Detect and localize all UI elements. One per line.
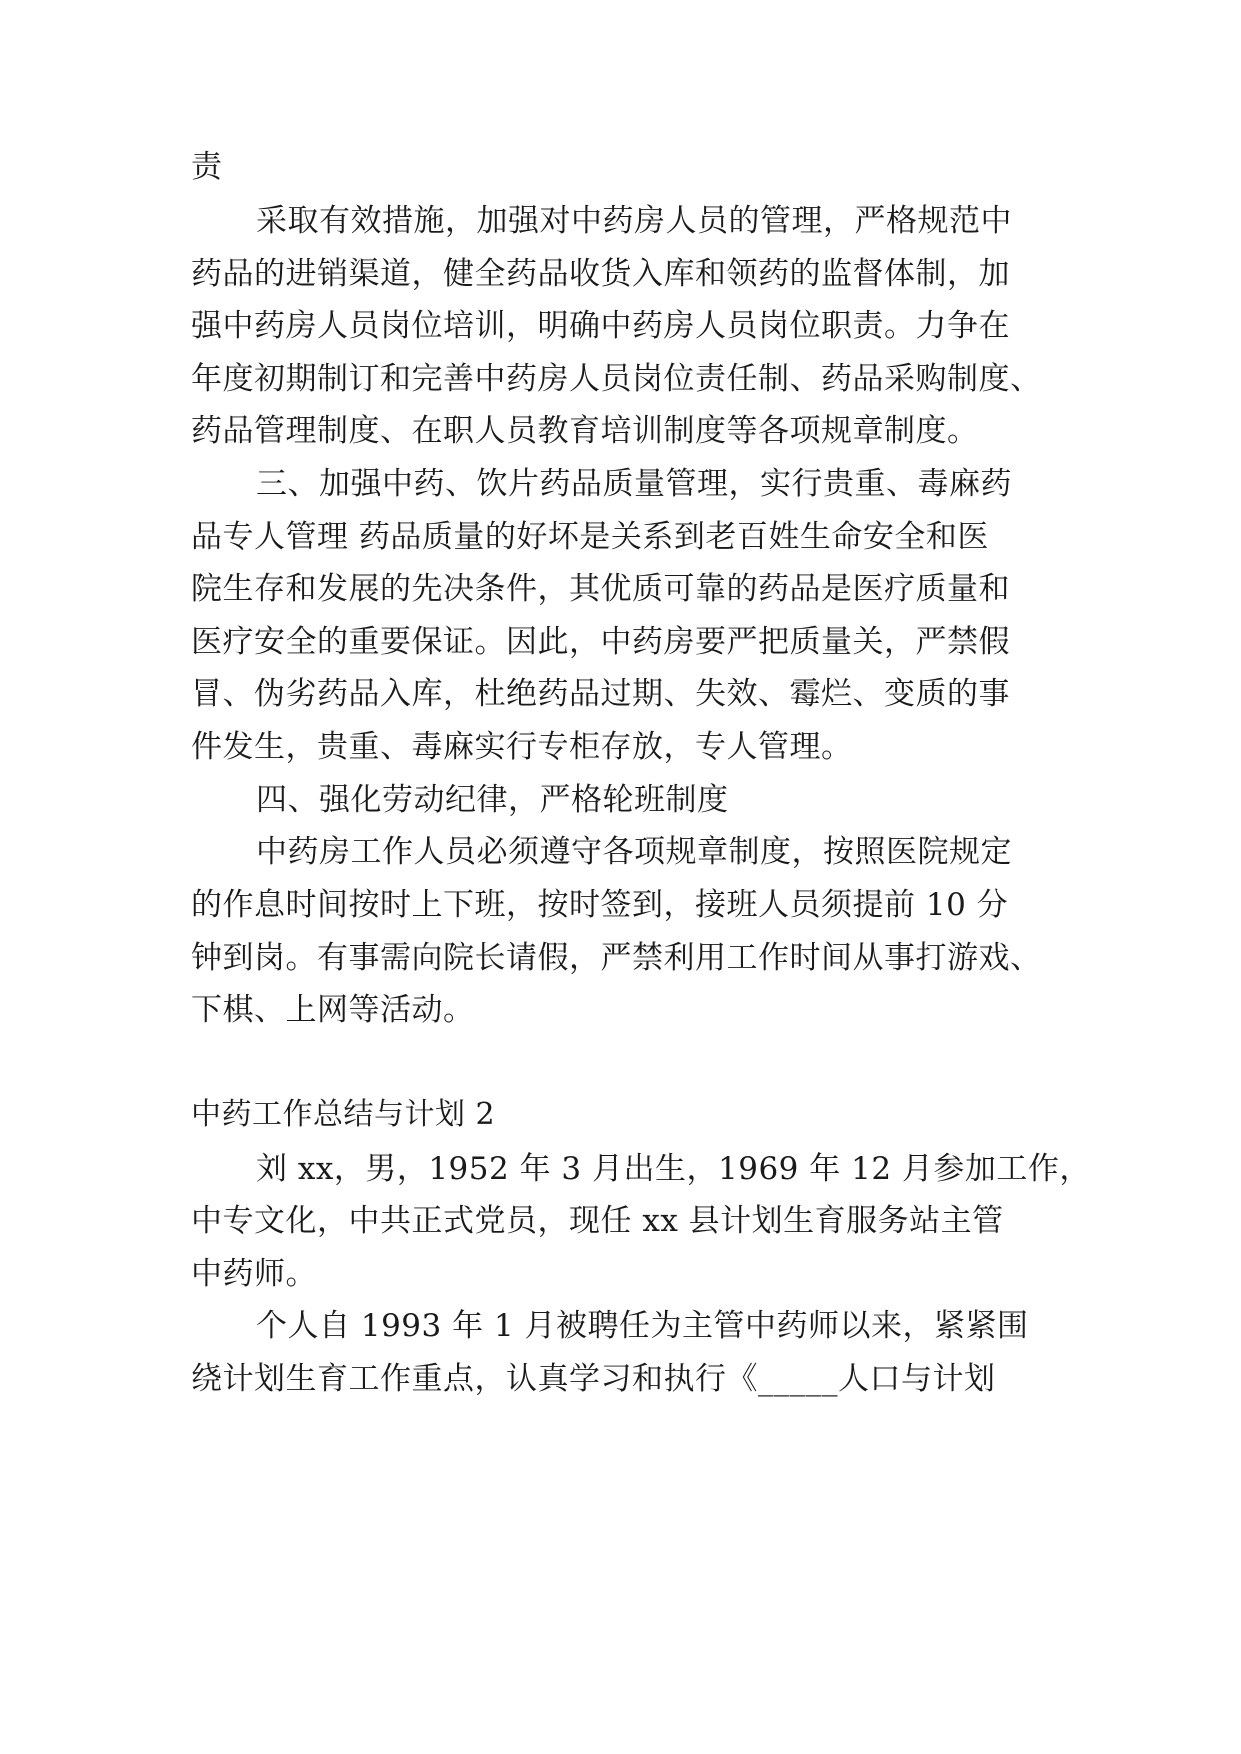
paragraph-line: 个人自 1993 年 1 月被聘任为主管中药师以来，紧紧围 xyxy=(256,1308,1029,1344)
paragraph-line: 中药师。 xyxy=(191,1256,317,1292)
paragraph-line: 冒、伪劣药品入库，杜绝药品过期、失效、霉烂、变质的事 xyxy=(191,676,1010,712)
paragraph-line: 强中药房人员岗位培训，明确中药房人员岗位职责。力争在 xyxy=(191,308,1010,344)
paragraph-line: 医疗安全的重要保证。因此，中药房要严把质量关，严禁假 xyxy=(191,624,1010,660)
paragraph-line: 中药房工作人员必须遵守各项规章制度，按照医院规定 xyxy=(256,834,1012,870)
paragraph-heading: 四、强化劳动纪律，严格轮班制度 xyxy=(256,782,729,818)
paragraph-line: 刘 xx，男，1952 年 3 月出生，1969 年 12 月参加工作， xyxy=(256,1151,1091,1187)
paragraph-line: 院生存和发展的先决条件，其优质可靠的药品是医疗质量和 xyxy=(191,571,1010,607)
section-title: 中药工作总结与计划 2 xyxy=(191,1097,496,1132)
paragraph-line: 药品的进销渠道，健全药品收货入库和领药的监督体制，加 xyxy=(191,256,1010,292)
paragraph-line: 件发生，贵重、毒麻实行专柜存放，专人管理。 xyxy=(191,729,853,765)
continuation-text: 责 xyxy=(191,149,223,185)
paragraph-line: 药品管理制度、在职人员教育培训制度等各项规章制度。 xyxy=(191,413,979,449)
paragraph-line: 中专文化，中共正式党员，现任 xx 县计划生育服务站主管 xyxy=(191,1203,1004,1239)
paragraph-line: 下棋、上网等活动。 xyxy=(191,992,475,1028)
paragraph-line: 年度初期制订和完善中药房人员岗位责任制、药品采购制度、 xyxy=(191,361,1042,397)
paragraph-line: 的作息时间按时上下班，按时签到，接班人员须提前 10 分 xyxy=(191,887,1009,923)
paragraph-line: 品专人管理 药品质量的好坏是关系到老百姓生命安全和医 xyxy=(191,519,989,555)
paragraph-line: 采取有效措施，加强对中药房人员的管理，严格规范中 xyxy=(256,203,1012,239)
paragraph-line: 绕计划生育工作重点，认真学习和执行《_____人口与计划 xyxy=(191,1361,996,1397)
paragraph-line: 钟到岗。有事需向院长请假，严禁利用工作时间从事打游戏、 xyxy=(191,940,1042,976)
paragraph-line: 三、加强中药、饮片药品质量管理，实行贵重、毒麻药 xyxy=(256,466,1012,502)
